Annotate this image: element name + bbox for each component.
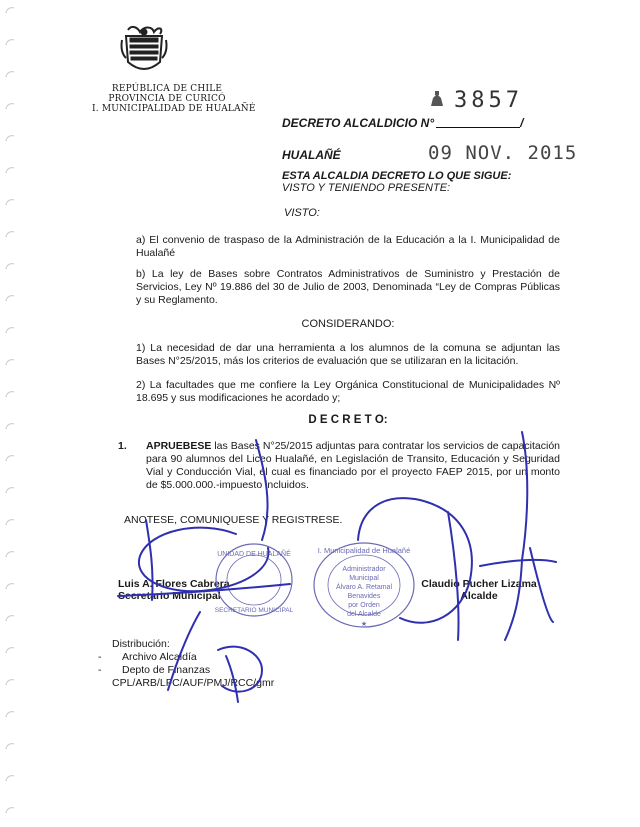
- secretary-seal: [212, 540, 296, 620]
- decreto-heading: D E C R E T O:: [308, 414, 388, 426]
- municipal-header: [92, 84, 256, 114]
- intro-line-1: ESTA ALCALDIA DECRETO LO QUE SIGUE:: [282, 170, 512, 182]
- signatory-left-title: Secretario Municipal: [118, 590, 221, 602]
- administrator-seal: [310, 540, 418, 630]
- seal-line-6: del Alcalde: [347, 611, 381, 618]
- header-line-municipality: I. MUNICIPALIDAD DE HUALAÑÉ: [92, 104, 256, 114]
- considerando-item-1: 1) La necesidad de dar una herramienta a los alumnos de la comuna se adjuntan las Bases N°25/2015, más los criterios de evaluación que se utilizaran en la licitación.: [136, 342, 560, 367]
- decree-title-suffix: /: [520, 116, 524, 130]
- seal-line-4: Benavides: [347, 593, 381, 600]
- item-a: a) El convenio de traspaso de la Administración de la Educación a la I. Municipalidad de Hualañé: [136, 234, 560, 259]
- intro-block: [282, 170, 511, 194]
- place-name: HUALAÑÉ: [282, 148, 341, 162]
- resolution-verb: APRUEBESE: [146, 440, 212, 452]
- header-line-country: REPÚBLICA DE CHILE: [111, 84, 223, 94]
- signatory-right-title: Alcalde: [460, 590, 498, 602]
- stamp-mark-icon: [428, 90, 446, 108]
- administrator-seal-ring: I. Municipalidad de Hualañé: [317, 546, 411, 555]
- distribution-initials: CPL/ARB/LFC/AUF/PMJ/RCC/gmr: [112, 677, 275, 689]
- closing-line: ANOTESE, COMUNIQUESE Y REGISTRESE.: [124, 514, 343, 526]
- distribution-title: Distribución:: [112, 638, 170, 650]
- visto-heading: VISTO:: [284, 207, 320, 219]
- seal-line-3: Álvaro A. Retamal: [335, 584, 393, 591]
- decree-number-stamp: 3857: [454, 88, 523, 113]
- resolution-text: [146, 440, 560, 492]
- decree-title: [282, 116, 523, 130]
- secretary-seal-top: UNIDAD DE HUALAÑÉ: [217, 551, 291, 558]
- intro-line-2: VISTO Y TENIENDO PRESENTE:: [282, 182, 451, 194]
- seal-line-5: por Orden: [348, 602, 380, 609]
- seal-line-2: Municipal: [349, 575, 379, 582]
- secretary-seal-bottom: SECRETARIO MUNICIPAL: [214, 607, 294, 614]
- seal-line-1: Administrador: [342, 566, 386, 573]
- right-signature-stroke: [448, 512, 459, 640]
- seal-star-icon: ★: [360, 621, 368, 628]
- distribution-item-label: Depto de Finanzas: [122, 664, 211, 676]
- considerando-heading: CONSIDERANDO:: [301, 318, 395, 330]
- distribution-bullet: -: [98, 651, 102, 663]
- signatory-left-name: Luis A. Flores Cabrera: [118, 578, 230, 590]
- binder-holes: [0, 0, 22, 827]
- right-signature-stroke: [480, 560, 556, 566]
- distribution-item-label: Archivo Alcaldía: [122, 651, 197, 663]
- resolution-number: 1.: [118, 440, 127, 452]
- resolution-body: las Bases N°25/2015 adjuntas para contratar los servicios de capacitación para 90 alumnos del Liceo Hualañé, en Legislación de Transito, Educación y Seguridad Vial y Conducción Vial, el cual es financiado por el proyecto FAEP 2015, por un monto de $5.000.000.-impuesto incluidos.: [146, 440, 560, 491]
- distribution-bullet: -: [98, 664, 102, 676]
- item-b: b) La ley de Bases sobre Contratos Administrativos de Suministro y Prestación de Servicios, Ley Nº 19.886 del 30 de Julio de 2003, Denominada “Ley de Compras Públicas y su Reglamento.: [136, 268, 560, 306]
- distribution-block: [98, 638, 275, 690]
- header-line-province: PROVINCIA DE CURICÓ: [108, 94, 226, 104]
- signatory-right-name: Claudio Pucher Lizama: [421, 578, 537, 590]
- signatory-right: [418, 578, 540, 602]
- decree-title-text: DECRETO ALCALDICIO N°: [282, 116, 435, 130]
- distribution-item: [98, 651, 274, 664]
- decree-number-blank: [436, 127, 520, 128]
- considerando-item-2: 2) La facultades que me confiere la Ley Orgánica Constitucional de Municipalidades Nº 18.695 y sus modificaciones he acordado y;: [136, 379, 560, 404]
- date-stamp: 09 NOV. 2015: [428, 142, 578, 164]
- municipal-crest-icon: [118, 22, 170, 78]
- distribution-item: [98, 664, 274, 677]
